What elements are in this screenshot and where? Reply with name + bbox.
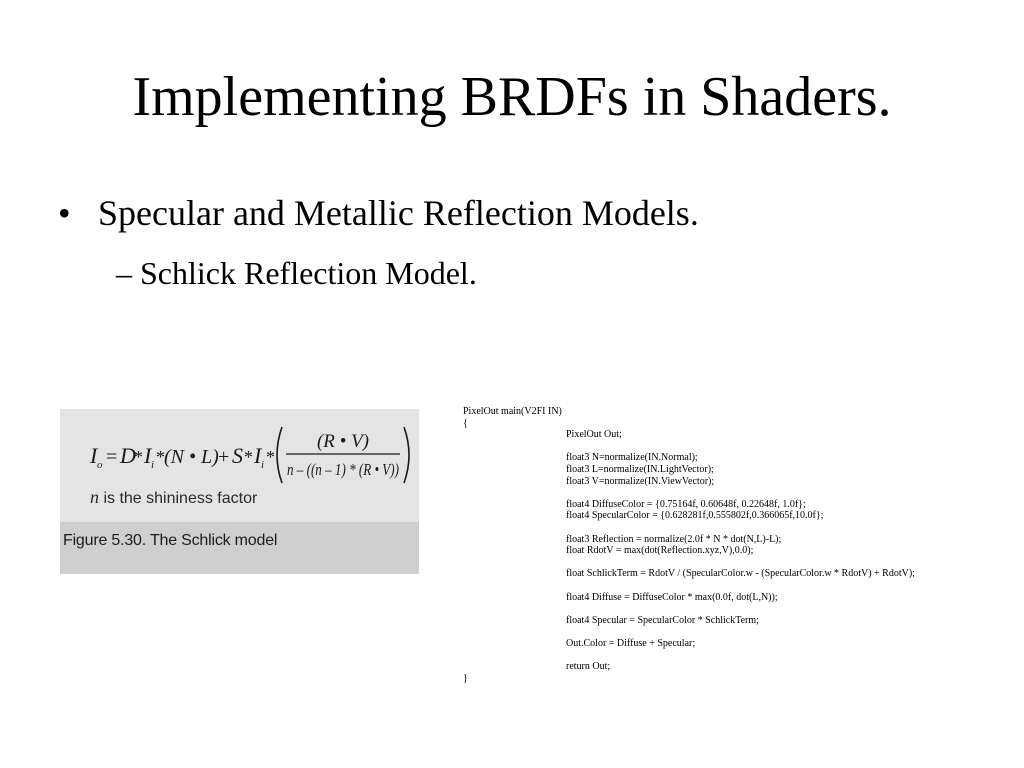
sub-bullet-item: – Schlick Reflection Model.: [116, 255, 477, 291]
bullet-text: Specular and Metallic Reflection Models.: [98, 193, 699, 233]
formula-star-2: *: [156, 447, 165, 467]
shininess-note: [90, 487, 257, 508]
code-line: [463, 487, 1003, 499]
schlick-figure-image: [60, 409, 419, 574]
formula-lhs-sub: o: [97, 459, 103, 471]
formula-star-1: *: [134, 447, 143, 467]
code-line: float4 Specular = SpecularColor * SchlickTerm;: [566, 614, 759, 626]
code-line: [463, 557, 1003, 569]
code-line: float4 Diffuse = DiffuseColor * max(0.0f, dot(L,N));: [566, 591, 778, 603]
code-line: float RdotV = max(dot(Reflection.xyz,V),0.0);: [566, 545, 754, 557]
code-line: [463, 441, 1003, 453]
formula-d: D: [120, 443, 136, 468]
formula-lhs: I: [90, 443, 98, 468]
code-line: float3 Reflection = normalize(2.0f * N * dot(N,L)-L);: [566, 533, 782, 545]
formula-s: S: [232, 443, 243, 468]
bullet-item: [58, 190, 699, 236]
shininess-text: is the shininess factor: [99, 490, 258, 507]
formula-i1-sub: i: [151, 459, 155, 471]
schlick-formula: [60, 409, 419, 489]
code-line: [463, 522, 1003, 534]
code-line: Out.Color = Diffuse + Specular;: [566, 637, 696, 649]
formula-i2: I: [254, 443, 262, 468]
code-line: float3 V=normalize(IN.ViewVector);: [566, 475, 715, 487]
code-line: [463, 603, 1003, 615]
code-line: float3 L=normalize(IN.LightVector);: [566, 463, 714, 475]
formula-n-dot-l: (N • L): [164, 446, 219, 468]
formula-i2-sub: i: [261, 459, 265, 471]
shader-code-block: [463, 406, 1003, 684]
bullet-dot: •: [58, 193, 71, 233]
formula-plus: +: [218, 446, 230, 468]
formula-equals: =: [106, 446, 118, 468]
formula-star-4: *: [266, 447, 275, 467]
shininess-variable: n: [90, 487, 99, 507]
formula-left-paren: [277, 427, 282, 483]
formula-numerator: (R • V): [316, 431, 370, 452]
code-line: }: [463, 672, 468, 684]
code-line: {: [463, 417, 468, 429]
code-line: [463, 626, 1003, 638]
code-line: [463, 580, 1003, 592]
code-line: float4 SpecularColor = {0.628281f,0.555802f,0.366065f,10.0f};: [566, 510, 824, 522]
formula-right-paren: [404, 427, 409, 483]
slide-title: Implementing BRDFs in Shaders.: [132, 66, 892, 128]
figure-caption: Figure 5.30. The Schlick model: [63, 532, 278, 549]
code-line: return Out;: [566, 661, 611, 673]
formula-star-3: *: [244, 447, 253, 467]
code-line: [463, 649, 1003, 661]
code-line: PixelOut main(V2FI IN): [463, 406, 562, 417]
code-line: float SchlickTerm = RdotV / (SpecularColor.w - (SpecularColor.w * RdotV) + RdotV);: [566, 568, 915, 580]
code-line: float3 N=normalize(IN.Normal);: [566, 452, 698, 464]
code-line: PixelOut Out;: [566, 429, 622, 441]
formula-i1: I: [144, 443, 152, 468]
code-line: float4 DiffuseColor = {0.75164f, 0.60648f, 0.22648f, 1.0f};: [566, 498, 806, 510]
formula-denominator: n – ((n – 1) * (R • V)): [287, 460, 400, 479]
